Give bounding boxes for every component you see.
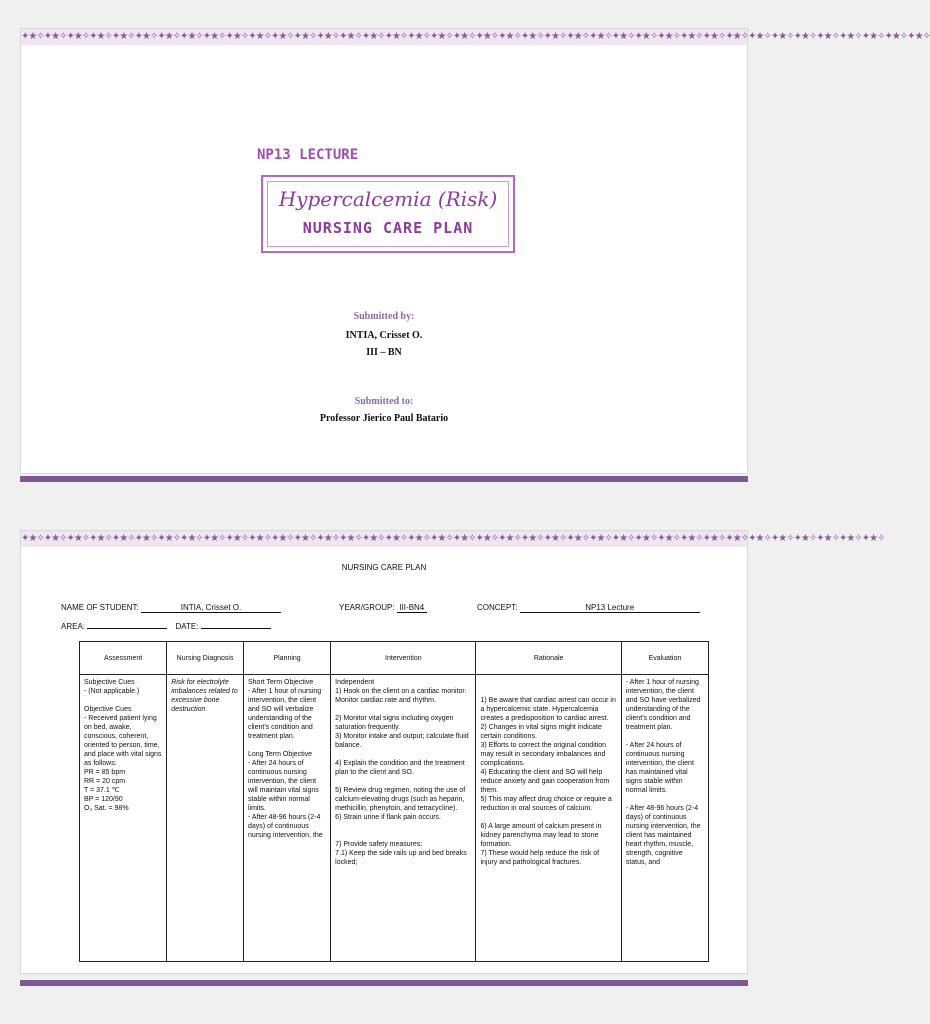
submitted-by-label: Submitted by:	[353, 311, 415, 322]
date-value	[201, 628, 271, 629]
title-nursing-care-plan: NURSING CARE PLAN	[302, 219, 474, 237]
title-hypercalcemia: Hypercalcemia (Risk)	[278, 187, 498, 211]
area-value	[87, 628, 167, 629]
star-border-top: ✦★✧✦★✧✦★✧✦★✧✦★✧✦★✧✦★✧✦★✧✦★✧✦★✧✦★✧✦★✧✦★✧✦★✧✦★✧✦★✧✦★✧✦★✧✦★✧✦★✧✦★✧✦★✧✦★✧✦★✧✦★✧✦★✧✦★✧✦★✧✦★✧✦★✧✦★✧✦★✧✦★✧✦★✧✦★✧✦★✧✦★✧✦★✧✦★✧✦★✧	[21, 29, 747, 45]
submitted-to-label: Submitted to:	[354, 396, 414, 407]
cell-assessment: Subjective Cues - (Not applicable.) Objective Cues - Received patient lying on bed, awake, conscious, coherent, oriented to person, time, and place with vital signs as follows: PR = 85 bpm RR = 20 cpm T = 37.1 ℃ BP = 120/90 O₂ Sat. = 98%	[80, 675, 167, 962]
care-plan-page	[20, 530, 885, 974]
student-section: III – BN	[366, 347, 402, 358]
area-date-row: AREA: DATE:	[61, 622, 271, 631]
header-assessment: Assessment	[80, 642, 167, 675]
header-nursing-diagnosis: Nursing Diagnosis	[167, 642, 244, 675]
header-planning: Planning	[243, 642, 330, 675]
title-frame	[261, 175, 515, 253]
header-rationale: Rationale	[476, 642, 621, 675]
cell-intervention: Independent 1) Hook on the client on a cardiac monitor. Monitor cardiac rate and rhythm. 2) Monitor vital signs including oxygen saturation frequently. 3) Monitor intake and output; calculate fluid balance. 4) Explain the condition and the treatment plan to the client and SO. 5) Review drug regimen, noting the use of calcium-elevating drugs (such as heparin, methicillin, phenytoin, and tetracycline). 6) Strain urine if flank pain occurs. 7) Provide safety measures: 7.1) Keep the side rails up and bed breaks locked;	[331, 675, 476, 962]
cell-planning: Short Term Objective - After 1 hour of nursing intervention, the client and SO will verbalize understanding of the client's condition and treatment plan. Long Term Objective - After 24 hours of continuous nursing intervention, the client will maintain vital signs stable within normal limits. - After 48-96 hours (2-4 days) of continuous nursing intervention, the	[243, 675, 330, 962]
cell-evaluation: - After 1 hour of nursing intervention, the client and SO have verbalized understanding of the client's condition and treatment plan. - After 24 hours of continuous nursing intervention, the client has maintained vital signs stable within normal limits. - After 48-96 hours (2-4 days) of continuous nursing intervention, the client has maintained heart rhythm, muscle, strength, cognitive status, and	[621, 675, 708, 962]
header-intervention: Intervention	[331, 642, 476, 675]
cell-rationale: 1) Be aware that cardiac arrest can occur in a hypercalcemic state. Hypercalcemia creates a predisposition to cardiac arrest. 2) Changes in vital signs might indicate certain conditions. 3) Efforts to correct the original condition may result in secondary imbalances and complications. 4) Educating the client and SO will help reduce anxiety and gain cooperation from them. 5) This may affect drug choice or require a reduction in oral sources of calcium. 6) A large amount of calcium present in kidney parenchyma may lead to stone formation. 7) These would help reduce the risk of injury and pathological fractures.	[476, 675, 621, 962]
cell-nursing-diagnosis: Risk for electrolyte imbalances related to excessive bone destruction	[167, 675, 244, 962]
cover-page	[20, 28, 930, 474]
year-group-row: YEAR/GROUP: III-BN4	[339, 603, 427, 613]
concept-value: NP13 Lecture	[520, 603, 700, 613]
student-name-value: INTIA, Crisset O.	[141, 603, 281, 613]
page-divider-bar	[20, 476, 748, 482]
professor-name: Professor Jierico Paul Batario	[319, 413, 449, 424]
care-plan-table	[79, 641, 709, 962]
table-header-row	[80, 642, 709, 675]
page-divider-bar	[20, 980, 748, 986]
table-row	[80, 675, 709, 962]
student-name-row: NAME OF STUDENT: INTIA, Crisset O.	[61, 603, 281, 613]
star-border-top: ✦★✧✦★✧✦★✧✦★✧✦★✧✦★✧✦★✧✦★✧✦★✧✦★✧✦★✧✦★✧✦★✧✦★✧✦★✧✦★✧✦★✧✦★✧✦★✧✦★✧✦★✧✦★✧✦★✧✦★✧✦★✧✦★✧✦★✧✦★✧✦★✧✦★✧✦★✧✦★✧✦★✧✦★✧✦★✧✦★✧✦★✧✦★✧	[21, 531, 747, 547]
care-plan-title: NURSING CARE PLAN	[341, 563, 427, 572]
student-name: INTIA, Crisset O.	[345, 330, 423, 341]
concept-row: CONCEPT: NP13 Lecture	[477, 603, 700, 613]
header-evaluation: Evaluation	[621, 642, 708, 675]
lecture-tag: NP13 LECTURE	[257, 147, 359, 163]
year-group-value: III-BN4	[397, 603, 427, 613]
